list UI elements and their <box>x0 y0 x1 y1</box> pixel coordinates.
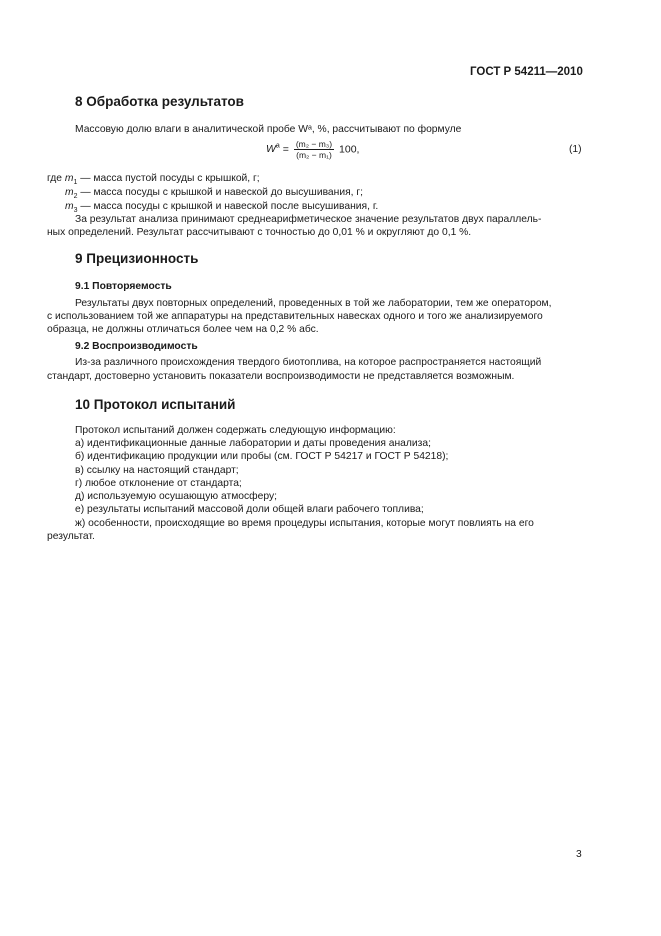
report-item-v: в) ссылку на настоящий стандарт; <box>75 465 239 476</box>
report-item-b: б) идентификацию продукции или пробы (см. ГОСТ Р 54217 и ГОСТ Р 54218); <box>75 451 449 462</box>
formula-denominator: (m₂ − m₁) <box>296 150 332 160</box>
formula-fraction <box>294 139 334 160</box>
report-item-zh: ж) особенности, происходящие во время процедуры испытания, которые могут повлиять на его <box>75 518 534 529</box>
moisture-formula <box>266 139 359 160</box>
section-9-title: 9 Прецизионность <box>75 251 199 266</box>
report-item-zh-continued: результат. <box>47 531 95 542</box>
formula-number: (1) <box>569 144 582 155</box>
formula-lhs: $W^a$ <box>266 142 280 156</box>
report-item-a: а) идентификационные данные лаборатории и даты проведения анализа; <box>75 438 431 449</box>
report-item-e: е) результаты испытаний массовой доли общей влаги рабочего топлива; <box>75 504 424 515</box>
document-id: ГОСТ Р 54211—2010 <box>470 66 583 78</box>
report-item-d: д) используемую осушающую атмосферу; <box>75 491 277 502</box>
reproducibility-line1: Из-за различного происхождения твердого биотоплива, на которое распространяется настоящий <box>75 357 542 368</box>
report-intro: Протокол испытаний должен содержать следующую информацию: <box>75 425 396 436</box>
subsection-9-1-title: 9.1 Повторяемость <box>75 281 172 292</box>
repeatability-line2: с использованием той же аппаратуры на представительных навесках одного и того же анализируемого <box>47 311 543 322</box>
section-8-title: 8 Обработка результатов <box>75 94 244 109</box>
report-item-g: г) любое отклонение от стандарта; <box>75 478 242 489</box>
section-10-title: 10 Протокол испытаний <box>75 397 236 412</box>
where-m2: $m_2$ — масса посуды с крышкой и навеской до высушивания, г; <box>65 187 364 201</box>
where-m3: $m_3$ — масса посуды с крышкой и навеской после высушивания, г. <box>65 201 379 215</box>
repeatability-line1: Результаты двух повторных определений, проведенных в той же лаборатории, тем же оператором, <box>75 298 552 309</box>
page-number: 3 <box>576 849 582 860</box>
where-m1: где $m_1$ — масса пустой посуды с крышкой, г; <box>47 173 260 187</box>
formula-factor: 100, <box>339 143 360 156</box>
result-paragraph-line1: За результат анализа принимают среднеарифметическое значение результатов двух параллель- <box>75 214 542 225</box>
formula-equals: = <box>282 143 289 156</box>
subsection-9-2-title: 9.2 Воспроизводимость <box>75 341 198 352</box>
repeatability-line3: образца, не должны отличаться более чем на 0,2 % абс. <box>47 324 319 335</box>
result-paragraph-line2: ных определений. Результат рассчитывают с точностью до 0,01 % и округляют до 0,1 %. <box>47 227 472 238</box>
section-8-intro: Массовую долю влаги в аналитической пробе Wᵃ, %, рассчитывают по формуле <box>75 124 462 135</box>
formula-numerator: (m₂ − m₃) <box>295 139 333 149</box>
reproducibility-line2: стандарт, достоверно установить показатели воспроизводимости не представляется возможным. <box>47 371 515 382</box>
